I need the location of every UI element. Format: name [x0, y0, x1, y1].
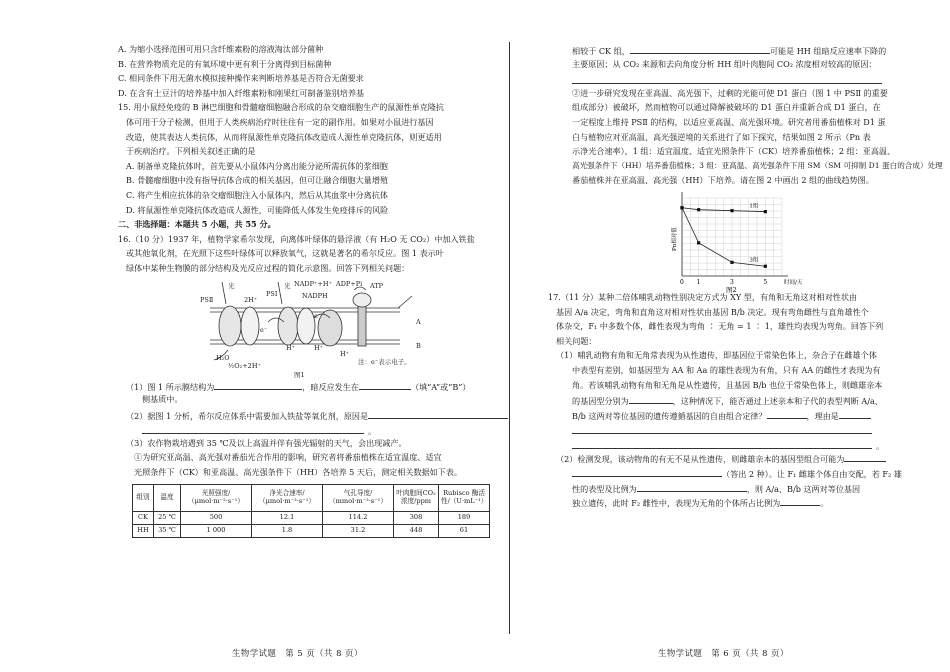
- q16-line: 或其他氧化剂，在光照下这些叶绿体可以释放氧气，这就是著名的希尔反应。图 1 表示叶: [126, 248, 444, 259]
- data-point: [764, 210, 767, 213]
- left-page: [118, 44, 492, 538]
- answer-blank[interactable]: [572, 438, 872, 449]
- atp-label: ATP: [370, 281, 384, 290]
- q17-line: 相关问题：: [556, 335, 597, 346]
- answer-blank[interactable]: [839, 409, 871, 419]
- text: 。: [820, 498, 829, 509]
- table-cell: 189: [439, 511, 490, 524]
- x-axis-label: 时间/天: [784, 279, 803, 286]
- h-ion-label: H⁺: [286, 343, 296, 352]
- q16-line: 绿体中某种生物膜的部分结构及光反应过程的简化示意图。回答下列相关问题：: [126, 262, 410, 273]
- table-cell: 12.1: [252, 511, 323, 524]
- q15-line: 体可用于分子检测，但用于人类疾病治疗时往往有一定的副作用。如果对小鼠进行基因: [126, 116, 434, 127]
- psii-label: PSⅡ: [200, 295, 214, 304]
- series-label: 3组: [749, 257, 759, 264]
- text: 可能是 HH 组暗反应速率下降的: [769, 46, 887, 56]
- thylakoid-membrane-diagram: [118, 278, 492, 380]
- table-row: [133, 511, 490, 524]
- table-header: 温度: [154, 484, 181, 511]
- table-header: 净光合速率/（μmol·m⁻²·s⁻¹）: [252, 484, 323, 511]
- option-b: B. 在营养物质充足的有氧环境中更有利于分离得到目标菌种: [118, 58, 332, 69]
- q16-3b: 白与植物应对亚高温、高光强逆境的关系进行了如下探究，结果如图 2 所示（Pn 表: [572, 131, 871, 142]
- q16-line: 16.（10 分）1937 年，植物学家希尔发现，向离体叶绿体的悬浮液（有 H₂O 无 CO₂）中加入铁盐: [118, 233, 475, 244]
- water-label: H₂O: [216, 353, 230, 362]
- answer-line: [548, 438, 890, 453]
- q15-option-c: C. 将产生相应抗体的杂交瘤细胞注入小鼠体内，然后从其血浆中分离抗体: [126, 189, 388, 200]
- q15-line: 于疾病治疗。下列相关叙述正确的是: [126, 146, 256, 157]
- q16-2-cont: [118, 423, 492, 438]
- table-cell: HH: [133, 524, 154, 537]
- q16-3b: 高光强条件下（HH）培养番茄植株；3 组：亚高温、高光强条件下用 SM（SM 可抑制 D1 蛋白的合成）处理: [572, 160, 943, 170]
- q16-2-text: （2）据图 1 分析，希尔反应体系中需要加入铁盐等氧化剂，原因是: [126, 410, 369, 421]
- q16-1-text: ，暗反应发生在: [302, 381, 359, 392]
- text: 独立遗传，此时 F₂ 雌性中，表现为无角的个体所占比例为: [572, 498, 781, 509]
- q16-3a: ①为研究亚高温、高光强对番茄光合作用的影响，研究者将番茄植株在适宜温度、适宜: [134, 452, 442, 463]
- light-label-2: 光: [284, 281, 291, 290]
- text: ，理由是: [806, 410, 839, 421]
- answer-line: [548, 423, 890, 438]
- q16-3b: 组成部分）被破坏，然而植物可以通过降解被破坏的 D1 蛋白并重新合成 D1 蛋白，在: [572, 102, 881, 113]
- q17-1: （1）哺乳动物有角和无角常表现为从性遗传，即基因位于常染色体上，杂合子在雌雄个体: [556, 350, 877, 361]
- note-label: 注：e⁻表示电子。: [358, 357, 411, 366]
- q17-1: [548, 409, 890, 424]
- text: （2）检测发现，该动物角的有无不是从性遗传，则雌雄亲本的基因型组合可能为: [556, 454, 845, 465]
- table-cell: 1 000: [181, 524, 252, 537]
- q16-3a-cont: 主要原因；从 CO₂ 来源和去向角度分析 HH 组叶肉胞间 CO₂ 浓度相对较高的原因：: [572, 58, 877, 69]
- text: ，则 A/a、B/b 这两对等位基因: [746, 483, 861, 494]
- pn-line-chart: [548, 190, 890, 292]
- h-ion-label: H⁺: [340, 349, 350, 358]
- option-c: C. 相同条件下用无菌水模拟接种操作来判断培养基是否符合无菌要求: [118, 73, 364, 84]
- text: B/b 这两对等位基因的遗传遵循基因的自由组合定律？: [572, 410, 767, 421]
- right-page: [548, 44, 943, 511]
- oxygen-label: ½O₂+2H⁺: [228, 361, 261, 370]
- q15-line: 改造，使其表达人类抗体，从而将鼠源性单克隆抗体改造成人源性单克隆抗体，则更适用: [126, 131, 442, 142]
- side-b-label: B: [416, 341, 421, 350]
- x-tick-label: 5: [763, 278, 768, 286]
- answer-blank[interactable]: [572, 73, 882, 84]
- data-point: [764, 265, 767, 268]
- option-a: A. 为缩小选择范围可用只含纤维素粉的溶液淘汰部分菌种: [118, 44, 324, 54]
- table-header-row: [133, 484, 490, 511]
- table-header: Rubisco 酶活性/（U·mL⁻¹）: [439, 484, 490, 511]
- table-cell: 61: [439, 524, 490, 537]
- answer-blank[interactable]: [630, 44, 770, 54]
- q16-3a: 光照条件下（CK）和亚高温、高光强条件下（HH）各培养 5 天后，测定相关数据如下表。: [134, 467, 463, 478]
- q15-line: 15. 用小鼠经免疫的 B 淋巴细胞和骨髓瘤细胞融合形成的杂交瘤细胞生产的鼠源性单克隆抗: [118, 102, 445, 113]
- q17-line: 体杂交，F₁ 中多数个体，雌性表现为弯角 ∶ 无角 = 1 ∶ 1，雄性均表现为弯角。回答下列: [556, 321, 884, 332]
- electron-label: e⁻: [314, 311, 322, 320]
- table-cell: CK: [133, 511, 154, 524]
- figure-1-caption: 图1: [294, 370, 305, 379]
- text: 相较于 CK 组，: [572, 46, 630, 56]
- text: 的基因型分别为: [572, 396, 629, 407]
- answer-blank[interactable]: [214, 380, 302, 390]
- nadp-label: NADP⁺+H⁺: [294, 279, 332, 288]
- q15-option-a: A. 制备单克隆抗体时，首先要从小鼠体内分离出能分泌所需抗体的浆细胞: [126, 160, 388, 171]
- data-point: [730, 209, 733, 212]
- x-tick-label: 3: [730, 278, 734, 286]
- table-header: 叶肉胞间CO₂ 浓度/ppm: [394, 484, 439, 511]
- q17-2: [548, 467, 902, 482]
- q17-2: [548, 452, 890, 467]
- series-label: 1组: [749, 203, 759, 210]
- figure-1: [118, 278, 492, 380]
- q16-3b: 示净光合速率），1 组：适宜温度、适宜光照条件下（CK）培养番茄植株；2 组：亚高温、: [572, 146, 896, 157]
- adp-label: ADP+Pi: [336, 279, 363, 288]
- q15-option-d: D. 将鼠源性单克隆抗体改造成人源性，可能降低人体发生免疫排斥的风险: [126, 204, 389, 215]
- table-cell: 1.8: [252, 524, 323, 537]
- q16-1-text: （填“A”或“B”）: [410, 381, 471, 392]
- q16-2: [118, 409, 492, 424]
- answer-blank[interactable]: [572, 423, 872, 434]
- answer-blank[interactable]: [142, 423, 364, 434]
- table-cell: 500: [181, 511, 252, 524]
- period: 。: [368, 426, 377, 437]
- table-cell: 35 ℃: [154, 524, 181, 537]
- nadph-label: NADPH: [302, 291, 328, 300]
- x-tick-label: 1: [696, 278, 701, 286]
- q17-2: [548, 482, 890, 497]
- table-cell: 25 ℃: [154, 511, 181, 524]
- table-cell: 114.2: [323, 511, 394, 524]
- answer-blank[interactable]: [844, 452, 886, 462]
- q17-line: 17.（11 分）某种二倍体哺乳动物性别决定方式为 XY 型，有角和无角这对相对性状由: [548, 291, 858, 302]
- table-row: [133, 524, 490, 537]
- table-cell: 448: [394, 524, 439, 537]
- q16-3b: 一定程度上维持 PSⅡ 的结构，以适应亚高温、高光强环境。研究者用番茄植株对 D1 蛋: [572, 116, 886, 127]
- q17-line: 基因 A/a 决定，弯角和直角这对相对性状由基因 B/b 决定。现有弯角雌性与直角雄性个: [556, 306, 869, 317]
- q16-1-text: （1）图 1 所示膜结构为: [126, 381, 215, 392]
- h-label: 2H⁺: [244, 295, 258, 304]
- table-header: 光照强度/（μmol·m⁻²·s⁻¹）: [181, 484, 252, 511]
- figure-2-caption: 图2: [726, 285, 737, 294]
- answer-blank[interactable]: [780, 496, 820, 506]
- answer-line: [548, 73, 890, 88]
- side-a-label: A: [416, 317, 421, 326]
- q17-1: 中表型有差别，如基因型为 AA 和 Aa 的雄性表现为有角，只有 AA 的雌性才表现为有: [572, 364, 881, 375]
- q16-3: （3）农作物栽培遇到 35 ℃及以上高温并伴有强光辐射的天气，会出现减产。: [126, 437, 407, 448]
- q17-2: [548, 496, 890, 511]
- q16-1b: 侧基质中。: [142, 394, 183, 405]
- q16-1: [118, 380, 492, 395]
- table-cell: 308: [394, 511, 439, 524]
- text: 性的表型及比例为: [572, 483, 637, 494]
- figure-2: [548, 190, 890, 292]
- data-point: [730, 261, 733, 264]
- data-point: [680, 206, 683, 209]
- answer-blank[interactable]: [359, 380, 411, 390]
- text: ，这种情况下，能否通过上述亲本和子代的表型判断 A/a、: [672, 396, 883, 407]
- data-point: [697, 241, 700, 244]
- page-divider: [509, 42, 510, 634]
- psi-label: PSⅠ: [266, 289, 278, 298]
- page-footer-left: 生物学试题 第 5 页（共 8 页）: [232, 648, 363, 658]
- table-header: 气孔导度/（mmol·m⁻²·s⁻¹）: [323, 484, 394, 511]
- x-tick-label: 0: [680, 278, 684, 286]
- table-header: 组别: [133, 484, 154, 511]
- electron-label: e⁻: [260, 325, 268, 334]
- table-cell: 31.2: [323, 524, 394, 537]
- text: （答出 2 种）。让 F₁ 雌雄个体自由交配，若 F₂ 雄: [722, 469, 902, 480]
- period: 。: [876, 440, 885, 451]
- q16-3b: 番茄植株并在亚高温、高光强（HH）下培养。请在图 2 中画出 2 组的曲线趋势图。: [572, 175, 874, 186]
- section-heading: 二、非选择题：本题共 5 小题，共 55 分。: [118, 219, 276, 230]
- light-label: 光: [228, 281, 235, 290]
- answer-blank[interactable]: [637, 482, 747, 492]
- answer-blank[interactable]: [629, 394, 673, 404]
- y-axis-label: Pn相对值: [672, 227, 678, 251]
- data-table: [132, 484, 490, 538]
- h-ion-label: H⁺: [314, 343, 324, 352]
- page-footer-right: 生物学试题 第 6 页（共 8 页）: [658, 648, 789, 658]
- q17-1: 角。若该哺乳动物有角和无角是从性遗传，且基因 B/b 也位于常染色体上，则雌雄亲本: [572, 379, 883, 390]
- q16-3b: ②进一步研究发现在亚高温、高光强下，过剩的光能可使 D1 蛋白（图 1 中 PSⅡ 的重要: [572, 87, 888, 98]
- option-d: D. 在含有土豆汁的培养基中加入纤维素粉和刚果红可制备鉴别培养基: [118, 87, 365, 98]
- answer-blank[interactable]: [767, 409, 807, 419]
- q15-option-b: B. 骨髓瘤细胞中没有指导抗体合成的相关基因，但可让融合细胞大量增殖: [126, 175, 389, 186]
- answer-blank[interactable]: [368, 409, 508, 419]
- q17-1: [548, 394, 890, 409]
- q16-3a-cont: [548, 44, 890, 59]
- data-point: [697, 208, 700, 211]
- answer-blank[interactable]: [572, 467, 722, 477]
